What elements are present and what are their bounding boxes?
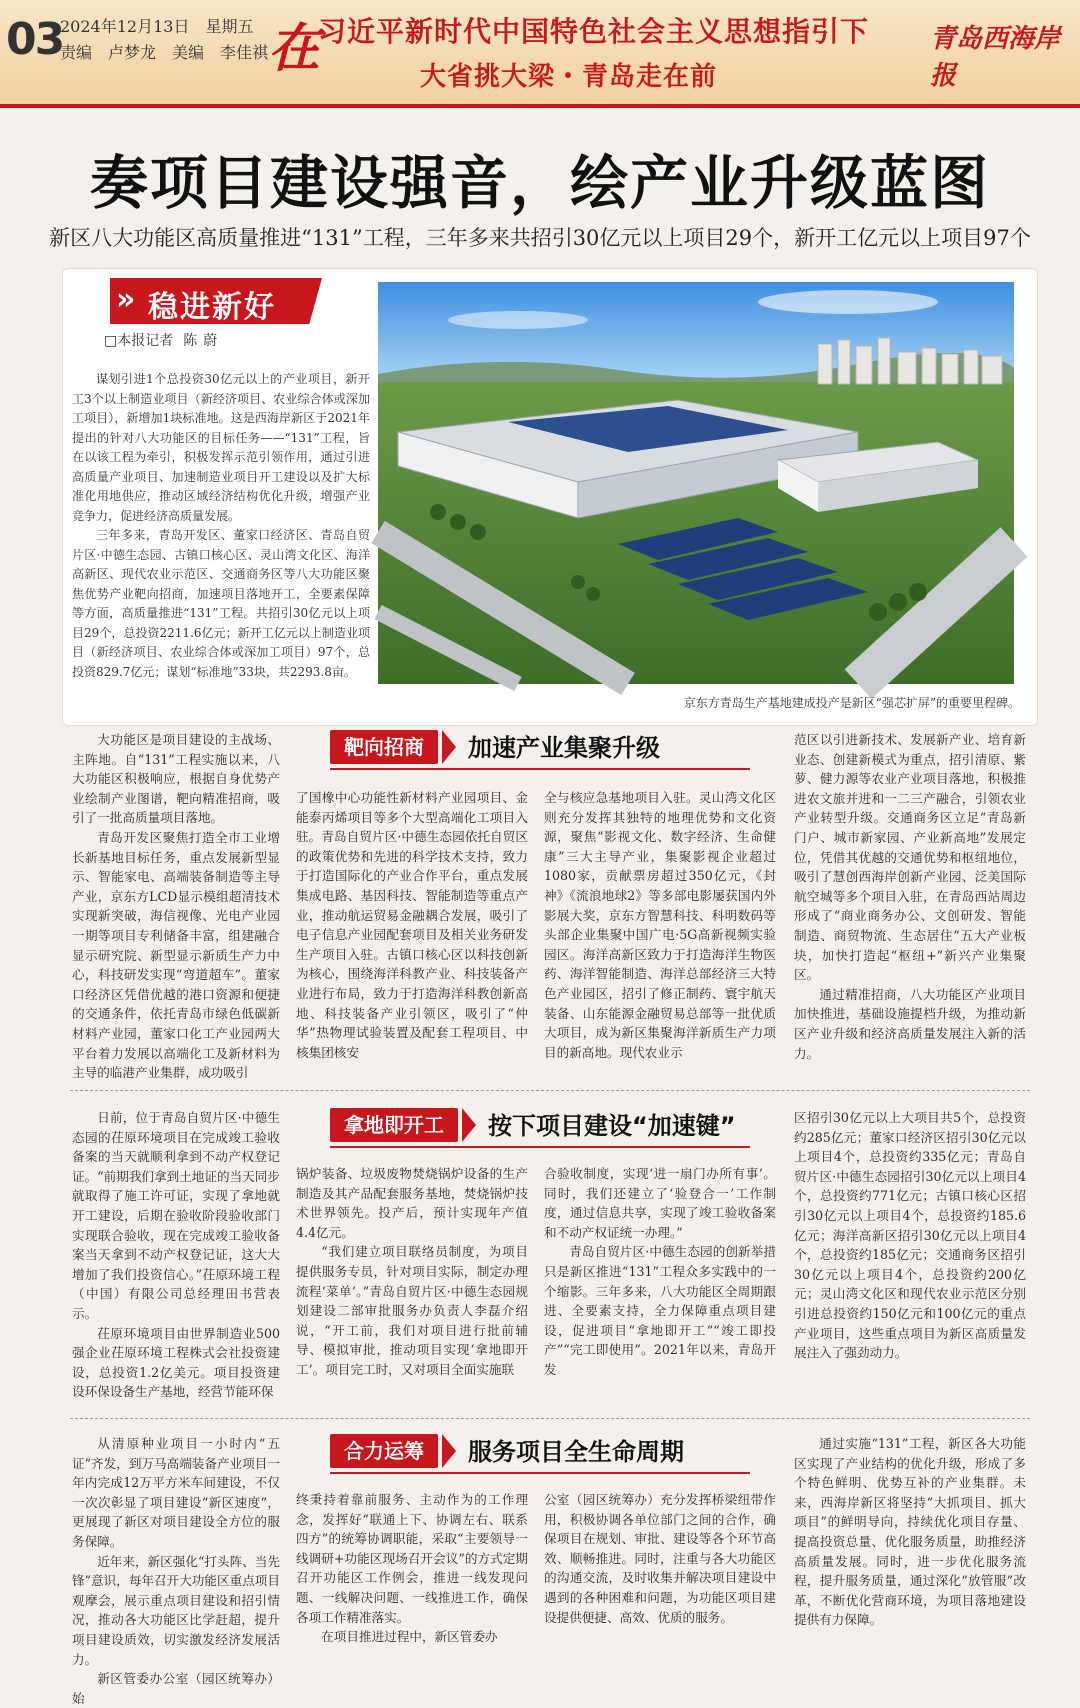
lead-paragraph: 三年多来，青岛开发区、董家口经济区、青岛自贸片区·中德生态园、古镇口核心区、灵山湾文化区、海洋高新区、现代农业示范区、交通商务区等八大功能区聚焦优势产业靶向招商，加速项目落地开工，全要素保障等方面，高质量推进“131”工程。共招引30亿元以上项目29个，总投资2211.6亿元；新开工亿元以上制造业项目（新经济项目、农业综合体或深加工项目）97个，总投资829.7亿元；谋划“标准地”33块，共2293.8亩。 [72, 528, 370, 679]
section-3-column-4 [794, 1434, 1026, 1670]
section-divider [70, 1090, 1030, 1091]
section-2-column-2 [296, 1164, 528, 1408]
section-banner [330, 1430, 750, 1474]
body-paragraph: 公室（园区统筹办）充分发挥桥梁纽带作用，积极协调各单位部门之间的合作，确保项目在规划、审批、建设等各个环节高效、顺畅推进。同时，注重与各大功能区的沟通交流，及时收集并解决项目建设中遇到的各种困难和问题，为功能区项目建设提供便捷、高效、优质的服务。 [544, 1492, 776, 1625]
body-paragraph: 青岛开发区聚焦打造全市工业增长新基地目标任务，重点发展新型显示、智能家电、高端装备制造等主导产业，京东方LCD显示模组超清技术实现新突破，海信视像、光电产业园一期等项目专利储备丰富，组建融合显示研究院、新型显示新质生产力中心，科技研发实现“弯道超车”。董家口经济区凭借优越的港口资源和便捷的交通条件，依托青岛市绿色低碳新材料产业园，董家口化工产业园两大平台着力发展以高端化工及新材料为主导的临港产业集群，成功吸引 [72, 829, 280, 1081]
photo-caption: 京东方青岛生产基地建成投产是新区“强芯扩屏”的重要里程碑。 [683, 696, 1020, 710]
body-paragraph: 在项目推进过程中，新区管委办 [321, 1629, 498, 1645]
body-paragraph: 区招引30亿元以上大项目共5个，总投资约285亿元；董家口经济区招引30亿元以上项目4个，总投资约335亿元；青岛自贸片区·中德生态园招引30亿元以上项目4个，总投资约771亿元；古镇口核心区招引30亿元以上项目4个，总投资约185.6亿元；海洋高新区招引30亿元以上项目4个，总投资约185亿元；交通商务区招引30亿元以上项目4个，总投资约200亿元；灵山湾文化区和现代农业示范区分别引进总投资约150亿元和100亿元的重点产业项目，这些重点项目为新区高质量发展注入了强劲动力。 [794, 1110, 1026, 1361]
page-number: 03 [6, 14, 64, 65]
double-chevron-icon: » [116, 282, 136, 317]
chevron-right-icon [462, 1108, 476, 1142]
body-paragraph: 通过精准招商，八大功能区产业项目加快推进，基础设施提档升级，为推动新区产业升级和经济高质量发展注入新的活力。 [794, 986, 1026, 1061]
body-paragraph: 范区以引进新技术、发展新产业、培育新业态、创建新模式为重点，招引清原、紫萝、健力源等农业产业项目落地，积极推进农文旅并进和一二三产融合，引领农业产业转型升级。交通商务区立足“青岛新门户、城市新家园、产业新高地”发展定位，凭借其优越的交通优势和枢纽地位，吸引了慧创西海岸创新产业园、泛美国际航空城等多个项目入驻，在青岛西站周边形成了“商业商务办公、文创研发、智能制造、商贸物流、生态居住”五大产业板块，加快打造起“枢纽+”新兴产业集聚区。 [794, 732, 1026, 983]
body-paragraph: 合验收制度，实现‘进一扇门办所有事’。同时，我们还建立了‘验登合一’工作制度，通过信息共享，实现了竣工验收备案和不动产权证统一办理。” [544, 1166, 776, 1240]
body-paragraph: 近年来，新区强化“打头阵、当先锋”意识，每年召开大功能区重点项目观摩会，展示重点项目建设和招引情况，推动各大功能区比学赶超，提升项目建设质效，切实激发经济发展活力。 [72, 1553, 280, 1667]
column-tag-label: 稳进新好 [148, 290, 276, 325]
section-1-column-1 [72, 730, 280, 1081]
article-subheadline: 新区八大功能区高质量推进“131”工程，三年多来共招引30亿元以上项目29个，新开工亿元以上项目97个 [49, 226, 1031, 250]
article-headline: 奏项目建设强音，绘产业升级蓝图 [89, 149, 990, 217]
chevron-right-icon [442, 1434, 456, 1468]
byline [104, 330, 223, 350]
newspaper-name-logo: 青岛西海岸报 [930, 24, 1061, 91]
body-paragraph: “我们建立项目联络员制度，为项目提供服务专员，针对项目实际，制定办理流程‘菜单’。”青岛自贸片区·中德生态园规划建设二部审批服务办负责人李磊介绍说，“开工前，我们对项目进行批前辅导、模拟审批，推动项目实现‘拿地即开工’。项目完工时，又对项目全面实施联 [296, 1244, 528, 1377]
section-3-column-1 [72, 1434, 280, 1706]
section-banner [330, 726, 750, 770]
theme-banner: 习近平新时代中国特色社会主义思想指引下 [318, 15, 870, 48]
body-paragraph: 锅炉装备、垃圾废物焚烧锅炉设备的生产制造及其产品配套服务基地，焚烧锅炉技术世界领先。投产后，预计实现年产值4.4亿元。 [296, 1166, 528, 1240]
section-tag: 靶向招商 [330, 730, 438, 764]
body-paragraph: 通过实施“131”工程，新区各大功能区实现了产业结构的优化升级，形成了多个特色鲜明、优势互补的产业集群。未来，西海岸新区将坚持“大抓项目、抓大项目”的鲜明导向，持续优化项目存量、提高投资总量、优化服务质量，助推经济高质量发展。同时，进一步优化服务流程，提升服务质量，通过深化“放管服”改革，不断优化营商环境，为项目落地建设提供有力保障。 [794, 1436, 1026, 1628]
section-2-column-3 [544, 1164, 776, 1408]
section-title: 服务项目全生命周期 [468, 1438, 684, 1466]
lead-paragraph: 谋划引进1个总投资30亿元以上的产业项目，新开工3个以上制造业项目（新经济项目、农业综合体或深加工项目），新增加1块标准地。这是西海岸新区于2021年提出的针对八大功能区的目标任务——“131”工程，旨在以该工程为牵引，积极发挥示范引领作用，通过引进高质量产业项目、加速制造业项目开工建设以及扩大标准化用地供应，推动区域经济结构优化升级，增强产业竞争力，促进经济高质量发展。 [72, 372, 370, 523]
body-paragraph: 终秉持着靠前服务、主动作为的工作理念，发挥好“联通上下、协调左右、联系四方”的统筹协调职能，采取“主要领导一线调研+功能区现场召开会议”的方式定期召开功能区工作例会，推进一线发现问题、一线解决问题、一线推进工作，确保各项工作精准落实。 [296, 1492, 528, 1625]
section-2-column-1 [72, 1108, 280, 1408]
section-underline [330, 768, 750, 770]
section-3-column-2 [296, 1490, 528, 1670]
section-divider [70, 1418, 1030, 1419]
section-tag: 拿地即开工 [330, 1108, 458, 1142]
body-paragraph: 新区管委办公室（园区统筹办）始 [72, 1671, 280, 1706]
body-paragraph: 日前，位于青岛自贸片区·中德生态园的茌原环境项目在完成竣工验收备案的当天就顺利拿到不动产权登记证。“前期我们拿到土地证的当天同步就取得了施工许可证，实现了拿地就开工建设，后期在验收阶段验收部门实现联合验收，现在完成竣工验收备案当天拿到不动产权登记证，这大大增加了我们投资信心。”茌原环境工程（中国）有限公司总经理田书营表示。 [72, 1110, 280, 1321]
byline-name: 陈蔚 [183, 333, 224, 349]
section-banner [330, 1104, 750, 1148]
body-paragraph: 青岛自贸片区·中德生态园的创新举措只是新区推进“131”工程众多实践中的一个缩影。三年多来，八大功能区全周期跟进、全要素支持，全力保障重点项目建设，促进项目“拿地即开工”“竣工即投产”“完工即使用”。2021年以来，青岛开发 [544, 1244, 776, 1377]
editors-line: 责编 卢梦龙 美编 李佳祺 [60, 43, 269, 62]
section-2-column-4 [794, 1108, 1026, 1408]
body-paragraph: 茌原环境项目由世界制造业500强企业茌原环境工程株式会社投资建设，总投资1.2亿美元。项目投资建设环保设备生产基地，经营节能环保 [72, 1325, 280, 1400]
section-underline [330, 1472, 750, 1474]
chevron-right-icon [442, 730, 456, 764]
issue-date: 2024年12月13日 星期五 [60, 17, 254, 36]
body-paragraph: 了国橡中心功能性新材料产业园项目、金能泰丙烯项目等多个大型高端化工项目入驻。青岛自贸片区·中德生态园依托自贸区的政策优势和先进的科学技术支持，致力于打造国际化的产业合作平台，重点发展集成电路、基因科技、智能制造等重点产业，推动航运贸易金融耦合发展，吸引了电子信息产业园配套项目及相关业务研发生产项目入驻。古镇口核心区以科技创新为核心，围绕海洋科教产业、科技装备产业进行布局，致力于打造海洋科教创新高地、科技装备产业引领区，吸引了“仲华”热物理试验装置及配套工程项目、中核集团核安 [296, 790, 528, 1060]
lead-text [72, 370, 370, 682]
section-underline [330, 1146, 750, 1148]
body-paragraph: 全与核应急基地项目入驻。灵山湾文化区则充分发挥其独特的地理优势和文化资源，聚焦“影视文化、数字经济、生命健康”三大主导产业，集聚影视企业超过1080家，贡献票房超过350亿元，《封神》《流浪地球2》等多部电影屡获国内外影展大奖，京东方智慧科技、科明数码等头部企业集聚中国广电·5G高新视频实验园区。海洋高新区致力于打造海洋生物医药、海洋智能制造、海洋总部经济三大特色产业园区，招引了修正制药、寰宇航天装备、山东能源金融贸易总部等一批优质大项目，成为新区集聚海洋新质生产力项目的新高地。现代农业示 [544, 790, 776, 1060]
banner-zai-character: 在 [268, 18, 321, 79]
byline-label: □本报记者 [104, 333, 174, 349]
section-1-column-2 [296, 788, 528, 1078]
masthead-rule [0, 104, 1080, 108]
section-title: 加速产业集聚升级 [468, 734, 660, 762]
section-1-column-4 [794, 730, 1026, 1078]
body-paragraph: 从清原种业项目一小时内“五证”齐发，到万马高端装备产业项目一年内完成12万平方米车间建设，不仅一次次彰显了项目建设“新区速度”，更展现了新区对项目建设全方位的服务保障。 [72, 1436, 280, 1549]
section-1-column-3 [544, 788, 776, 1078]
body-paragraph: 大功能区是项目建设的主战场、主阵地。自“131”工程实施以来，八大功能区积极响应，根据自身优势产业绘制产业图谱，靶向精准招商，吸引了一批高质量项目落地。 [72, 732, 280, 826]
theme-sub-banner: 大省挑大梁・青岛走在前 [420, 62, 718, 92]
section-tag: 合力运筹 [330, 1434, 438, 1468]
factory-aerial-photo [378, 282, 1014, 684]
section-3-column-3 [544, 1490, 776, 1670]
section-title: 按下项目建设“加速键” [488, 1112, 736, 1140]
